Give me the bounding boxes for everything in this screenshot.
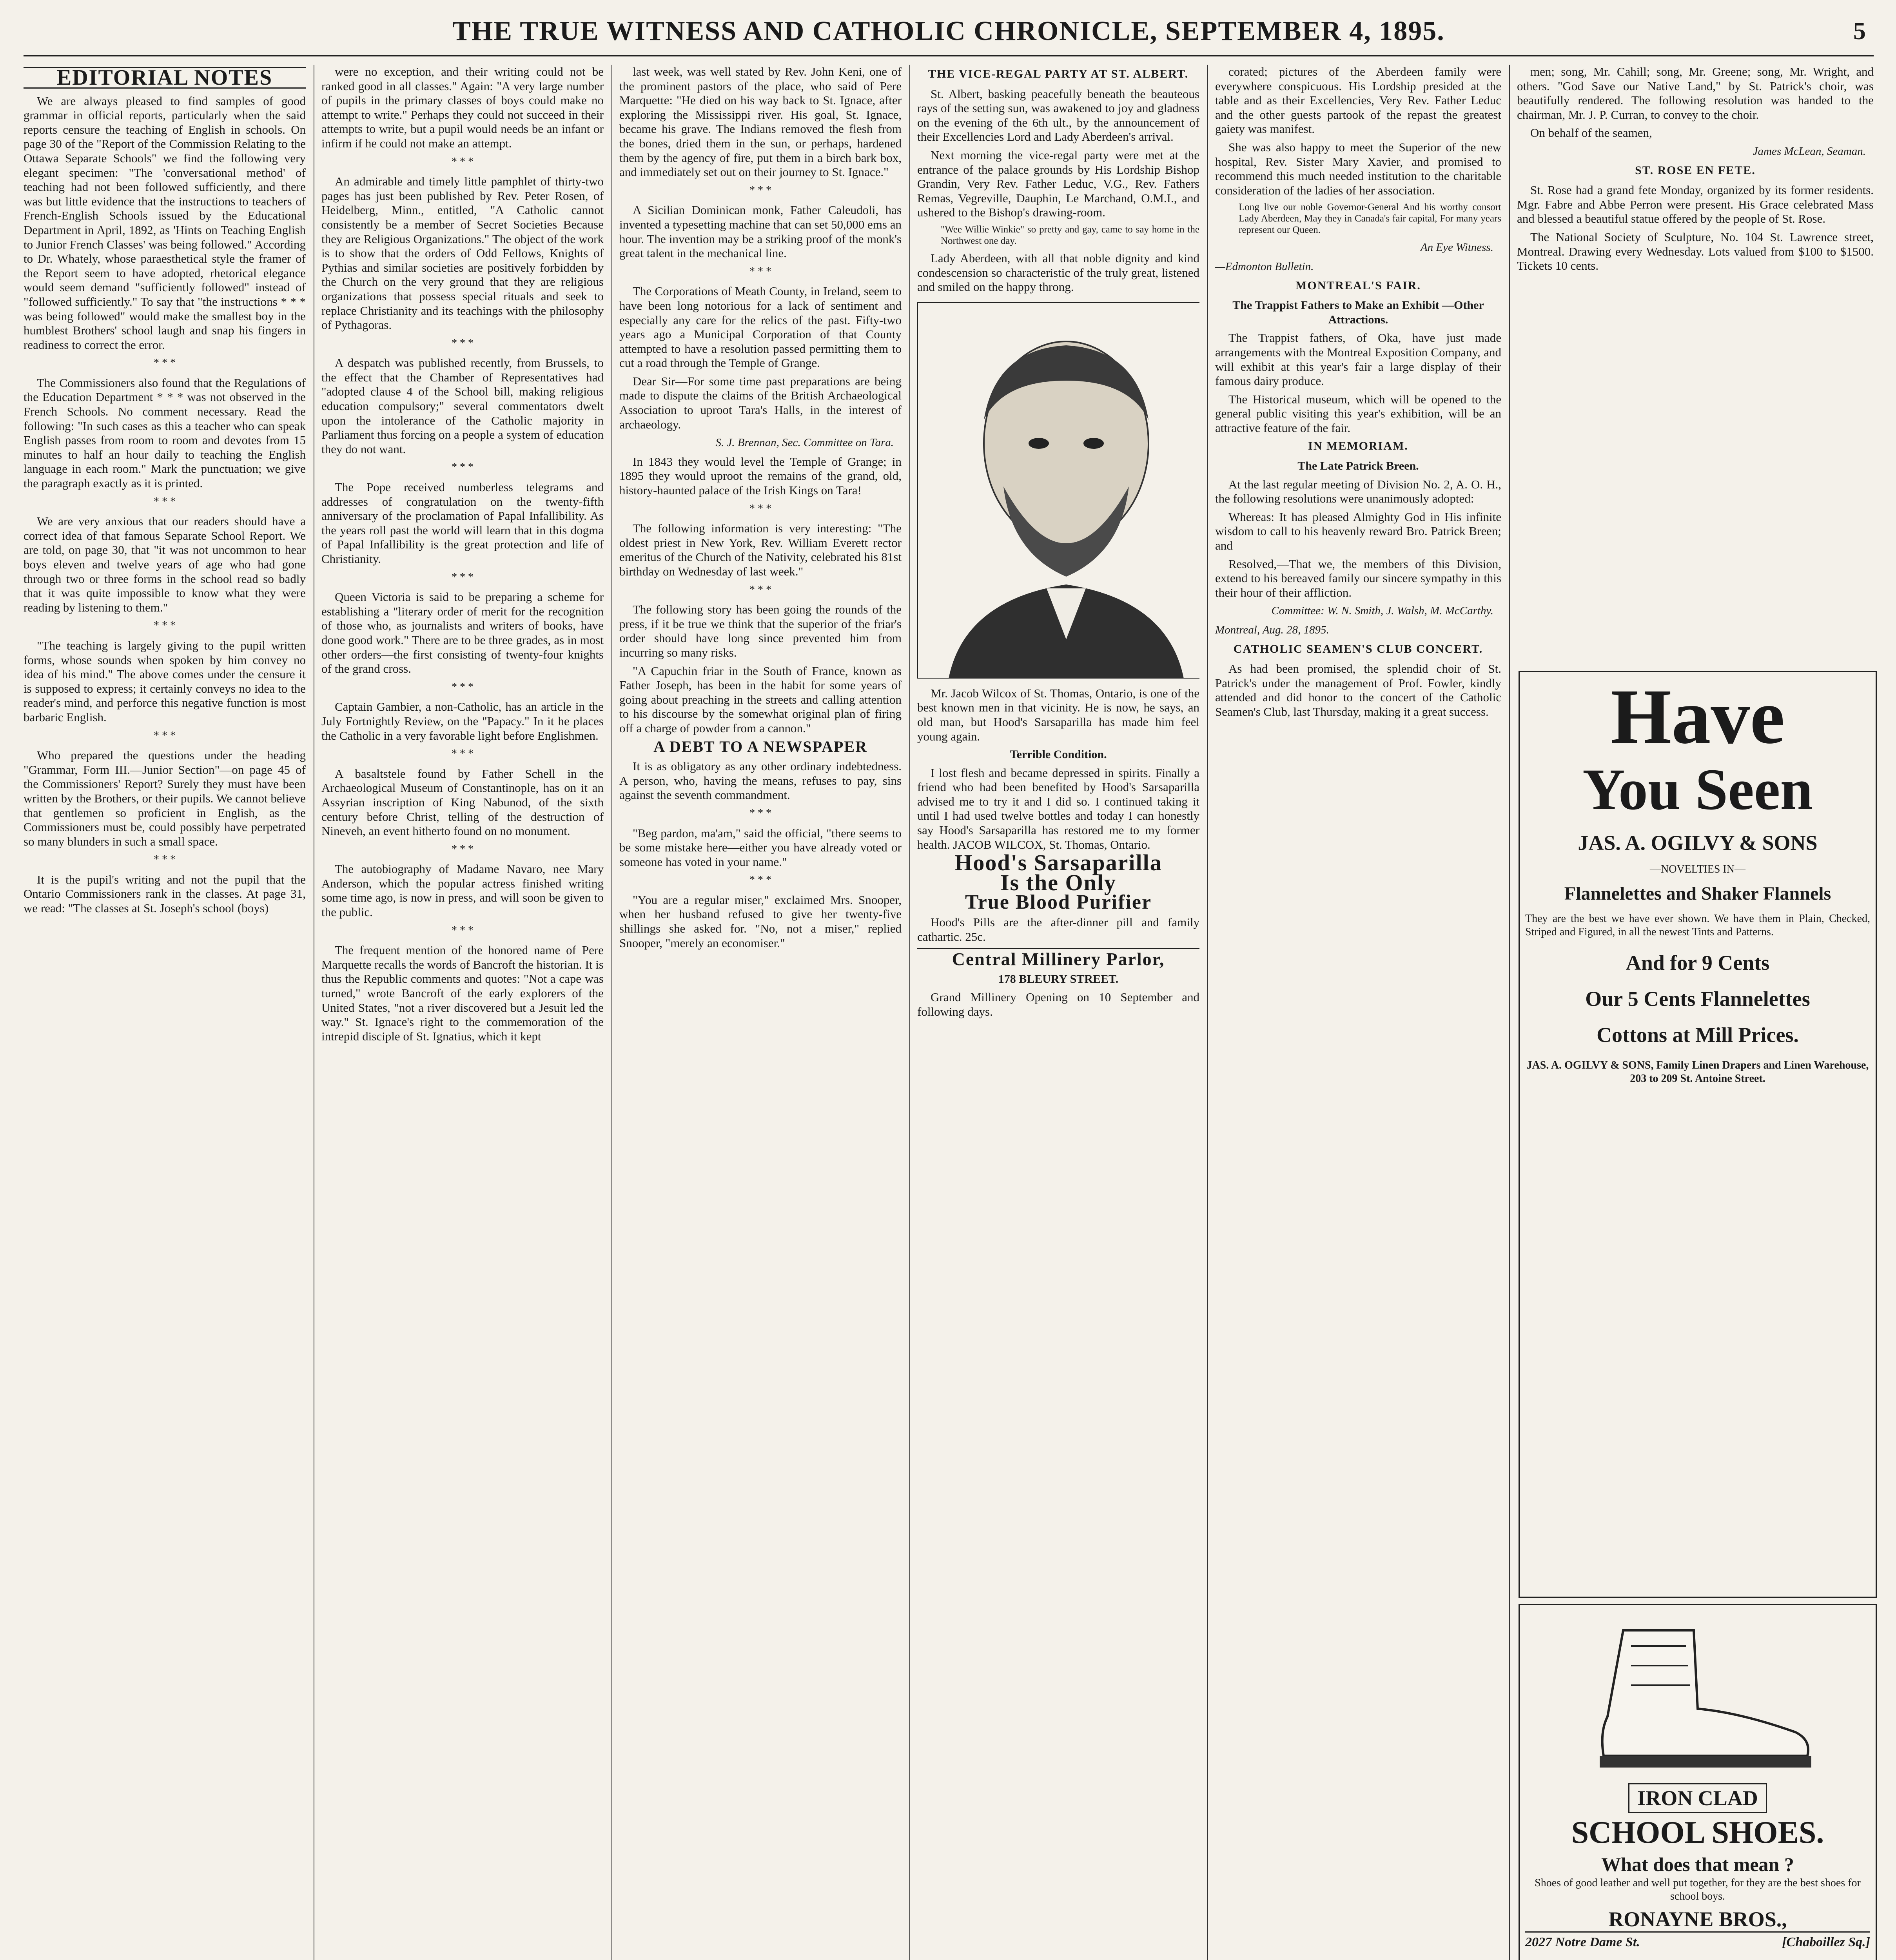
separator-stars: * * *: [452, 748, 474, 760]
shoe-brand: IRON CLAD: [1628, 1783, 1767, 1813]
school-shoes-advertisement: [1519, 1604, 1877, 1960]
paragraph: It is as obligatory as any other ordinary indebtedness. A person, who, having the means, refuses to pay, sins against the seventh commandment.: [619, 759, 902, 802]
column-5: [1215, 65, 1501, 1960]
memoriam-heading: IN MEMORIAM.: [1308, 439, 1408, 453]
paragraph: were no exception, and their writing could not be ranked good in all classes." Again: "A very large number of pupils in the primary classes of boys could make no attempt to write." Perhaps they could not succeed in their attempts to write, but a pupil would needs be an infant or infirm if he could not make an attempt.: [321, 65, 604, 150]
ogilvy-advertisement: [1519, 671, 1877, 1598]
ad-novelties: —NOVELTIES IN—: [1650, 863, 1745, 875]
memoriam-subheading: The Late Patrick Breen.: [1297, 459, 1419, 473]
shoe-question: What does that mean ?: [1601, 1853, 1794, 1875]
st-rose-heading: ST. ROSE EN FETE.: [1635, 163, 1756, 177]
paragraph: Lady Aberdeen, with all that noble dignity and kind condescension so characteristic of the truly great, listened and smiled on the happy throng.: [917, 251, 1199, 294]
shoe-title: SCHOOL SHOES.: [1571, 1815, 1824, 1850]
ad-five-cents: Our 5 Cents Flannelettes: [1585, 987, 1810, 1011]
paragraph: Who prepared the questions under the heading "Grammar, Form III.—Junior Section"—on page 45 of the Commissioners' Report? Surely they must have been written by the Brothers, or their pupils. We cannot believe that gentlemen so proficient in English, as the Commissioners must be, could possibly have perpetrated so many blunders in such a small space.: [24, 748, 306, 848]
column-rule: [909, 65, 910, 1960]
masthead: [24, 12, 1874, 56]
separator-stars: * * *: [154, 853, 176, 866]
ad-text: They are the best we have ever shown. We have them in Plain, Checked, Striped and Figured, in all the newest Tints and Patterns.: [1525, 913, 1870, 938]
separator-stars: * * *: [154, 357, 176, 369]
source-credit: —Edmonton Bulletin.: [1215, 260, 1314, 273]
column-4: [917, 65, 1199, 1960]
separator-stars: * * *: [154, 619, 176, 632]
paragraph: St. Albert, basking peacefully beneath the beauteous rays of the setting sun, was awakened to joy and gladness on the evening of the 6th ult., by the announcement of their Excellencies Lord and Lady Aberdeen's arrival.: [917, 87, 1199, 144]
paragraph: "A Capuchin friar in the South of France, known as Father Joseph, has been in the habit for some years of going about preaching in the streets and calling attention to his discourse by the somewhat original plan of firing off a charge of powder from a cannon.": [619, 664, 902, 735]
separator-stars: * * *: [452, 155, 474, 168]
separator-stars: * * *: [452, 924, 474, 936]
paragraph: We are always pleased to find samples of good grammar in official reports, particularly when the said reports censure the teaching of English in schools. On page 30 of the "Report of the Commission Relating to the Ottawa Separate Schools" we find the following very elegant specimen: "The 'conversational method' of teaching had not been followed sufficiently, and there was but little evidence that the instructions to teachers of French-English Schools issued by the Educational Department in April, 1892, as 'Hints on Teaching English to Junior French Classes' was being followed." According to Dr. Whately, whose paraesthetical style the framer of the Report seem to have adopted, rhetorical elegance would seem demand "sufficiently followed" instead of "followed sufficiently." To say that "the instructions * * * was being followed" would make the smallest boy in the humblest Brothers' school laugh and snap his fingers in readiness to correct the error.: [24, 94, 306, 352]
hoods-pills-text: Hood's Pills are the after-dinner pill and family cathartic. 25c.: [917, 915, 1199, 944]
separator-stars: * * *: [452, 681, 474, 693]
millinery-address: 178 BLEURY STREET.: [998, 972, 1119, 985]
ad-subheading: Terrible Condition.: [1010, 748, 1107, 761]
debt-heading: A DEBT TO A NEWSPAPER: [653, 737, 867, 755]
hoods-ad-line2: Is the Only: [1000, 869, 1116, 895]
page-number: 5: [1853, 17, 1866, 45]
paragraph: The Trappist fathers, of Oka, have just made arrangements with the Montreal Exposition Company, and will exhibit at this year's fair a large display of their famous dairy produce.: [1215, 331, 1501, 388]
hoods-ad-line3: True Blood Purifier: [965, 891, 1152, 914]
boot-illustration: [1576, 1615, 1819, 1779]
ad-flannels: Flannelettes and Shaker Flannels: [1564, 883, 1831, 904]
paragraph: A despatch was published recently, from Brussels, to the effect that the Chamber of Representatives had "adopted clause 4 of the School bill, making religious education compulsory;" several commentators dwelt upon the intolerance of the Catholic majority in Parliament thus forcing on a people a system of education they do not want.: [321, 356, 604, 456]
paragraph: "The teaching is largely giving to the pupil written forms, whose sounds when spoken by him convey no idea of his mind." The above comes under the censure it is supposed to express; it certainly conveys no idea to the reader's mind, and perforce this negative function is most barbaric English.: [24, 638, 306, 724]
ad-cottons: Cottons at Mill Prices.: [1597, 1023, 1799, 1047]
paragraph: As had been promised, the splendid choir of St. Patrick's under the management of Prof. Fowler, kindly attended and did honor to the concert of the Catholic Seamen's Club, last Thursday, making it a great success.: [1215, 662, 1501, 719]
portrait-caption: Mr. Jacob Wilcox of St. Thomas, Ontario, is one of the best known men in that vicinity. He is now, he says, an old man, but Hood's Sarsaparilla has made him feel young again.: [917, 686, 1199, 743]
paragraph: The Commissioners also found that the Regulations of the Education Department * * * was not observed in the French Schools. No comment necessary. Read the following: "In such cases as this a teacher who can speak English passes from room to room and devotes from 15 minutes to half an hour daily to teaching the English language in each room." Mark the punctuation; we give the paragraph exactly as it is printed.: [24, 376, 306, 490]
seamen-heading: CATHOLIC SEAMEN'S CLUB CONCERT.: [1233, 642, 1483, 655]
hoods-ad-title: Hood's Sarsaparilla: [954, 850, 1162, 876]
newspaper-title: THE TRUE WITNESS AND CATHOLIC CHRONICLE, SEPTEMBER 4, 1895.: [452, 16, 1445, 46]
paragraph: The following information is very interesting: "The oldest priest in New York, Rev. William Everett rector emeritus of the Church of the Nativity, celebrated his 81st birthday on Wednesday of last week.": [619, 521, 902, 578]
paragraph: An admirable and timely little pamphlet of thirty-two pages has just been published by Rev. Peter Rosen, of Heidelberg, Minn., entitled, "A Catholic cannot consistently be a member of Secret Societies Because they are Religious Organizations." The object of the work is to show that the orders of Odd Fellows, Knights of Pythias and similar societies are positively forbidden by the Church on the very ground that they are religious organizations that possess special rituals and seek to replace Christianity and its teachings with the philosophy of Pythagoras.: [321, 174, 604, 332]
paragraph: men; song, Mr. Cahill; song, Mr. Greene; song, Mr. Wright, and others. "God Save our Native Land," by St. Patrick's choir, was beautifully rendered. The following resolution was handed to the chairman, Mr. J. P. Curran, to convey to the choir.: [1517, 65, 1874, 122]
portrait-engraving: [917, 302, 1199, 679]
paragraph: In 1843 they would level the Temple of Grange; in 1895 they would uproot the remains of the grand, old, history-haunted palace of the Irish Kings on Tara!: [619, 454, 902, 497]
paragraph: The frequent mention of the honored name of Pere Marquette recalls the words of Bancroft the historian. It is thus the Republic comments and quotes: "Not a cape was turned," wrote Bancroft of the early explorers of the United States, "not a river discovered but a Jesuit led the way." St. Ignace's right to the commemoration of the intrepid disciple of St. Ignatius, which it kept: [321, 943, 604, 1043]
vice-regal-heading: THE VICE-REGAL PARTY AT ST. ALBERT.: [928, 67, 1189, 80]
separator-stars: * * *: [749, 807, 771, 819]
shoe-corner: [Chaboillez Sq.]: [1782, 1935, 1870, 1949]
paragraph: Resolved,—That we, the members of this Division, extend to his bereaved family our sincere sympathy in this their hour of their affliction.: [1215, 557, 1501, 599]
ad-nine-cents: And for 9 Cents: [1626, 951, 1770, 975]
separator-stars: * * *: [749, 265, 771, 278]
shoe-address: 2027 Notre Dame St.: [1525, 1935, 1640, 1949]
separator-stars: * * *: [749, 502, 771, 515]
paragraph: The Corporations of Meath County, in Ireland, seem to have been long notorious for a lack of sentiment and especially any care for the relics of the past. Fifty-two years ago a Municipal Corporation of that County attempted to have a resolution passed permitting them to cut a road through the Temple of Grange.: [619, 284, 902, 370]
paragraph: The Historical museum, which will be opened to the general public visiting this year's exhibition, will be an attractive feature of the fair.: [1215, 392, 1501, 435]
paragraph: At the last regular meeting of Division No. 2, A. O. H., the following resolutions were unanimously adopted:: [1215, 477, 1501, 506]
paragraph: "Beg pardon, ma'am," said the official, "there seems to be some mistake here—either you have already voted or someone has voted in your name.": [619, 826, 902, 869]
shoe-text: Shoes of good leather and well put together, for they are the best shoes for school boys.: [1535, 1877, 1861, 1902]
separator-stars: * * *: [154, 495, 176, 508]
shoe-company: RONAYNE BROS.,: [1608, 1907, 1787, 1931]
column-rule: [1509, 65, 1510, 1960]
verse: Long live our noble Governor-General And his worthy consort Lady Aberdeen, May they in Canada's fair capital, For many years represent our Queen.: [1239, 202, 1501, 236]
date-line: Montreal, Aug. 28, 1895.: [1215, 624, 1329, 636]
paragraph: St. Rose had a grand fete Monday, organized by its former residents. Mgr. Fabre and Abbe Perron were present. His Grace celebrated Mass and blessed a beautiful statue offered by the people of St. Rose.: [1517, 183, 1874, 226]
separator-stars: * * *: [749, 874, 771, 886]
paragraph: Captain Gambier, a non-Catholic, has an article in the July Fortnightly Review, on the "Papacy." In it he places the Catholic in a very favorable light before Englishmen.: [321, 700, 604, 742]
column-6: [1517, 65, 1874, 653]
column-3: [619, 65, 902, 1960]
paragraph: It is the pupil's writing and not the pupil that the Ontario Commissioners rank in the classes. At page 31, we read: "The classes at St. Joseph's school (boys): [24, 872, 306, 915]
separator-stars: * * *: [452, 843, 474, 855]
ad-address: JAS. A. OGILVY & SONS, Family Linen Drapers and Linen Warehouse, 203 to 209 St. Antoine Street.: [1526, 1059, 1869, 1085]
fair-heading: MONTREAL'S FAIR.: [1295, 279, 1421, 292]
separator-stars: * * *: [452, 571, 474, 583]
paragraph: A Sicilian Dominican monk, Father Caleudoli, has invented a typesetting machine that can set 50,000 ems an hour. The invention may be a striking proof of the monk's great talent in the mechanical line.: [619, 203, 902, 260]
editorial-notes-heading: EDITORIAL NOTES: [24, 67, 306, 89]
paragraph: Whereas: It has pleased Almighty God in His infinite wisdom to call to his heavenly reward Bro. Patrick Breen; and: [1215, 510, 1501, 553]
paragraph: A basaltstele found by Father Schell in the Archaeological Museum of Constantinople, has on it an Assyrian inscription of King Nabunod, of the sixth century before Christ, telling of the destruction of Nineveh, an event hitherto found on no monument.: [321, 766, 604, 838]
separator-stars: * * *: [749, 184, 771, 196]
ad-company-name: JAS. A. OGILVY & SONS: [1578, 831, 1818, 855]
millinery-title: Central Millinery Parlor,: [917, 948, 1199, 967]
paragraph: corated; pictures of the Aberdeen family were everywhere conspicuous. His Lordship presided at the table and as their Excellencies, Very Rev. Father Leduc and the other guests partook of the repast the greatest gaiety was manifest.: [1215, 65, 1501, 136]
column-rule: [1207, 65, 1208, 1960]
column-2: [321, 65, 604, 1960]
column-1: [24, 65, 306, 1960]
verse: "Wee Willie Winkie" so pretty and gay, came to say home in the Northwest one day.: [941, 224, 1199, 246]
separator-stars: * * *: [452, 337, 474, 349]
paragraph: "You are a regular miser," exclaimed Mrs. Snooper, when her husband refused to give her twenty-five shillings she asked for. "No, not a miser," replied Snooper, "merely an economiser.": [619, 893, 902, 950]
separator-stars: * * *: [154, 729, 176, 742]
signature: James McLean, Seaman.: [1753, 145, 1866, 158]
paragraph: The autobiography of Madame Navaro, nee Mary Anderson, which the popular actress finished writing some time ago, is now in press, and will soon be given to the public.: [321, 862, 604, 919]
paragraph: last week, was well stated by Rev. John Keni, one of the prominent pastors of the place, who said of Pere Marquette: "He died on his way back to St. Ignace, after exploring the Mississippi river. His goal, St. Ignace, became his grave. The Indians removed the flesh from the bones, dried them in the sun, or perhaps, hardened them by the agency of fire, put them in a birch bark box, and immediately set out on their journey to St. Ignace.": [619, 65, 902, 179]
paragraph: We are very anxious that our readers should have a correct idea of that famous Separate School Report. We are told, on page 30, that "it was not uncommon to hear boys eleven and twelve years of age who had gone through two or three forms in the school read so badly that it was quite impossible to know what they were reading by listening to them.": [24, 514, 306, 614]
paragraph: Next morning the vice-regal party were met at the entrance of the palace grounds by His Lordship Bishop Grandin, Very Rev. Father Leduc, V.G., Rev. Fathers Remas, Vegreville, Dauphin, Le Marchand, O.M.I., and ushered to the Bishop's drawing-room.: [917, 148, 1199, 220]
column-rule: [611, 65, 612, 1960]
paragraph: Dear Sir—For some time past preparations are being made to dispute the claims of the British Archaeological Association to uproot Tara's Halls, in the interest of archaeology.: [619, 374, 902, 431]
paragraph: The following story has been going the rounds of the press, if it be true we think that the superior of the friar's order should have long since prevented him from incurring so many risks.: [619, 603, 902, 659]
committee: Committee: W. N. Smith, J. Walsh, M. McCarthy.: [1271, 604, 1493, 617]
paragraph: She was also happy to meet the Superior of the new hospital, Rev. Sister Mary Xavier, and promised to recommend this much needed institution to the charitable consideration of the ladies of her association.: [1215, 140, 1501, 197]
paragraph: The Pope received numberless telegrams and addresses of congratulation on the twenty-fifth anniversary of the proclamation of Papal Infallibility. As the years roll past the world will learn that in this dogma of Papal Infallibility is the great protection and life of Christianity.: [321, 480, 604, 566]
testimonial: I lost flesh and became depressed in spirits. Finally a friend who had been benefited by Hood's Sarsaparilla advised me to try it and I did so. I continued taking it until I had used twelve bottles and today I can honestly say Hood's Sarsaparilla has restored me to my former health. JACOB WILCOX, St. Thomas, Ontario.: [917, 766, 1199, 851]
paragraph: Queen Victoria is said to be preparing a scheme for establishing a "literary order of merit for the recognition of those who, as journalists and writers of books, have done good work." There are to be three grades, as in most other orders—the first consisting of twenty-four knights of the grand cross.: [321, 590, 604, 676]
paragraph: On behalf of the seamen,: [1530, 126, 1652, 140]
separator-stars: * * *: [749, 583, 771, 596]
ad-you-seen: You Seen: [1582, 757, 1813, 822]
signature: S. J. Brennan, Sec. Committee on Tara.: [715, 436, 894, 449]
millinery-text: Grand Millinery Opening on 10 September and following days.: [917, 990, 1199, 1018]
fair-subheading: The Trappist Fathers to Make an Exhibit —Other Attractions.: [1232, 299, 1484, 326]
paragraph: The National Society of Sculpture, No. 104 St. Lawrence street, Montreal. Drawing every Wednesday. Lots valued from $100 to $1500. Tickets 10 cents.: [1517, 230, 1874, 273]
signature: An Eye Witness.: [1420, 241, 1493, 254]
ad-have: Have: [1610, 673, 1785, 760]
separator-stars: * * *: [452, 461, 474, 474]
